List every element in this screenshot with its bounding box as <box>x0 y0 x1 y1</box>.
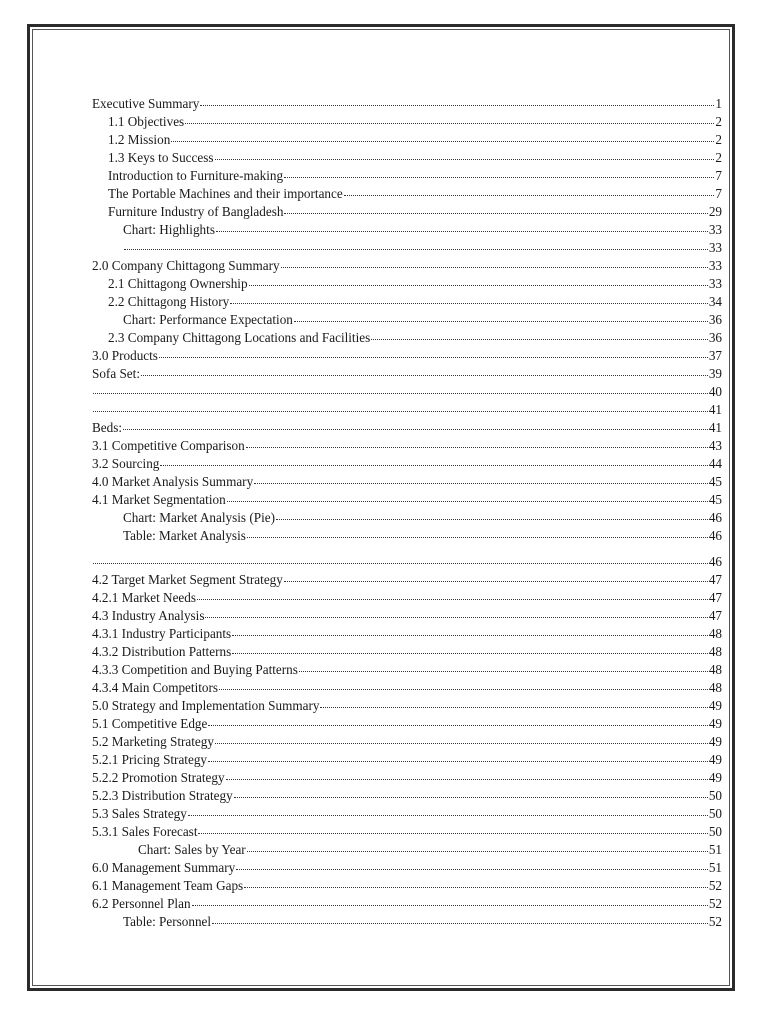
toc-entry-title: 2.3 Company Chittagong Locations and Facilities <box>108 330 371 345</box>
toc-entry[interactable] <box>92 553 722 571</box>
toc-entry[interactable] <box>92 347 722 365</box>
toc-entry-page-number: 51 <box>708 860 722 875</box>
toc-entry-title: The Portable Machines and their importance <box>108 186 343 201</box>
toc-entry-page-number: 47 <box>708 590 722 605</box>
toc-entry-title: 2.0 Company Chittagong Summary <box>92 258 280 273</box>
toc-entry-page-number: 34 <box>708 294 722 309</box>
toc-dot-leader <box>198 832 707 834</box>
toc-entry-page-number: 52 <box>708 878 722 893</box>
toc-dot-leader <box>232 652 708 654</box>
toc-entry[interactable] <box>92 95 722 113</box>
toc-entry[interactable] <box>92 113 722 131</box>
toc-entry-page-number: 49 <box>708 698 722 713</box>
toc-dot-leader <box>212 922 708 924</box>
toc-entry-page-number: 50 <box>708 806 722 821</box>
toc-entry[interactable] <box>92 509 722 527</box>
toc-entry[interactable] <box>92 239 722 257</box>
toc-entry-title: 1.2 Mission <box>108 132 171 147</box>
toc-entry[interactable] <box>92 643 722 661</box>
toc-dot-leader <box>294 320 708 322</box>
toc-entry[interactable] <box>92 203 722 221</box>
toc-entry-page-number: 46 <box>708 510 722 525</box>
toc-entry[interactable] <box>92 527 722 545</box>
toc-entry-title: 4.3 Industry Analysis <box>92 608 205 623</box>
toc-entry[interactable] <box>92 661 722 679</box>
toc-entry[interactable] <box>92 275 722 293</box>
toc-entry-title: 5.3 Sales Strategy <box>92 806 187 821</box>
toc-entry-title: 3.1 Competitive Comparison <box>92 438 245 453</box>
toc-entry-page-number: 33 <box>708 258 722 273</box>
toc-dot-leader <box>281 266 708 268</box>
toc-entry-title: Table: Personnel <box>123 914 212 929</box>
toc-entry-page-number: 33 <box>708 222 722 237</box>
toc-entry[interactable] <box>92 419 722 437</box>
toc-dot-leader <box>226 778 708 780</box>
toc-entry[interactable] <box>92 329 722 347</box>
toc-entry-page-number: 41 <box>708 402 722 417</box>
toc-dot-leader <box>236 868 708 870</box>
toc-entry[interactable] <box>92 491 722 509</box>
toc-entry[interactable] <box>92 365 722 383</box>
toc-entry[interactable] <box>92 625 722 643</box>
toc-entry[interactable] <box>92 679 722 697</box>
toc-entry-page-number: 46 <box>708 528 722 543</box>
toc-entry[interactable] <box>92 455 722 473</box>
toc-dot-leader <box>216 230 708 232</box>
toc-dot-leader <box>247 536 708 538</box>
toc-entry-page-number: 29 <box>708 204 722 219</box>
toc-entry-title: Table: Market Analysis <box>123 528 246 543</box>
toc-entry[interactable] <box>92 805 722 823</box>
toc-dot-leader <box>299 670 708 672</box>
toc-entry-title: 5.2.3 Distribution Strategy <box>92 788 233 803</box>
toc-entry-title: Chart: Performance Expectation <box>123 312 293 327</box>
toc-entry-title: 6.2 Personnel Plan <box>92 896 191 911</box>
toc-entry-page-number: 2 <box>715 132 722 147</box>
toc-entry-title: 5.2.1 Pricing Strategy <box>92 752 208 767</box>
toc-dot-leader <box>205 616 707 618</box>
toc-entry-page-number: 49 <box>708 770 722 785</box>
toc-entry-title: 5.0 Strategy and Implementation Summary <box>92 698 320 713</box>
toc-entry-title: 5.1 Competitive Edge <box>92 716 208 731</box>
toc-entry[interactable] <box>92 697 722 715</box>
toc-entry-page-number: 7 <box>715 168 722 183</box>
toc-entry[interactable] <box>92 895 722 913</box>
toc-entry[interactable] <box>92 437 722 455</box>
toc-entry[interactable] <box>92 383 722 401</box>
toc-entry-page-number: 50 <box>708 824 722 839</box>
toc-entry[interactable] <box>92 293 722 311</box>
toc-dot-leader <box>344 194 715 196</box>
toc-entry[interactable] <box>92 311 722 329</box>
toc-entry[interactable] <box>92 769 722 787</box>
toc-entry-title: 3.0 Products <box>92 348 158 363</box>
toc-dot-leader <box>232 634 708 636</box>
toc-entry-page-number: 49 <box>708 734 722 749</box>
toc-entry-title: Beds: <box>92 420 123 435</box>
toc-entry-title: 4.2.1 Market Needs <box>92 590 197 605</box>
toc-entry[interactable] <box>92 401 722 419</box>
toc-entry-title: Chart: Highlights <box>123 222 215 237</box>
toc-entry-title: 5.2 Marketing Strategy <box>92 734 214 749</box>
toc-dot-leader <box>215 158 715 160</box>
toc-entry-title: 2.1 Chittagong Ownership <box>108 276 248 291</box>
toc-entry[interactable] <box>92 149 722 167</box>
toc-entry-title: 4.0 Market Analysis Summary <box>92 474 254 489</box>
toc-entry-title: 4.2 Target Market Segment Strategy <box>92 572 283 587</box>
toc-dot-leader <box>185 122 714 124</box>
toc-entry-title: 4.3.4 Main Competitors <box>92 680 219 695</box>
toc-entry[interactable] <box>92 877 722 895</box>
toc-entry-page-number: 2 <box>715 114 722 129</box>
toc-dot-leader <box>284 580 708 582</box>
toc-entry-title: Chart: Market Analysis (Pie) <box>123 510 275 525</box>
toc-entry[interactable] <box>92 589 722 607</box>
toc-entry[interactable] <box>92 787 722 805</box>
toc-dot-leader <box>227 500 708 502</box>
toc-entry-page-number: 36 <box>708 312 722 327</box>
toc-entry-title: Furniture Industry of Bangladesh <box>108 204 284 219</box>
toc-dot-leader <box>234 796 708 798</box>
toc-dot-leader <box>208 760 708 762</box>
toc-dot-leader <box>249 284 708 286</box>
toc-entry[interactable] <box>92 715 722 733</box>
toc-entry[interactable] <box>92 131 722 149</box>
toc-entry-page-number: 43 <box>708 438 722 453</box>
toc-dot-leader <box>93 562 708 564</box>
toc-dot-leader <box>219 688 708 690</box>
toc-entry-page-number: 48 <box>708 644 722 659</box>
toc-entry[interactable] <box>92 751 722 769</box>
toc-dot-leader <box>246 446 708 448</box>
toc-entry-page-number: 49 <box>708 716 722 731</box>
toc-entry[interactable] <box>92 473 722 491</box>
toc-entry-page-number: 1 <box>715 96 722 111</box>
toc-entry[interactable] <box>92 167 722 185</box>
toc-dot-leader <box>200 104 714 106</box>
toc-dot-leader <box>244 886 708 888</box>
toc-entry-page-number: 46 <box>708 554 722 569</box>
toc-entry-page-number: 49 <box>708 752 722 767</box>
toc-entry-page-number: 47 <box>708 608 722 623</box>
toc-entry-title: Sofa Set: <box>92 366 140 381</box>
toc-entry-page-number: 2 <box>715 150 722 165</box>
toc-entry-title: 4.1 Market Segmentation <box>92 492 226 507</box>
toc-entry[interactable] <box>92 257 722 275</box>
toc-entry-title: 4.3.1 Industry Participants <box>92 626 232 641</box>
toc-entry[interactable] <box>92 733 722 751</box>
toc-entry[interactable] <box>92 221 722 239</box>
toc-entry[interactable] <box>92 823 722 841</box>
toc-entry-page-number: 48 <box>708 626 722 641</box>
toc-dot-leader <box>93 392 708 394</box>
toc-entry-title: Chart: Sales by Year <box>138 842 246 857</box>
toc-dot-leader <box>159 356 708 358</box>
toc-dot-leader <box>247 850 708 852</box>
toc-entry-page-number: 45 <box>708 474 722 489</box>
toc-dot-leader <box>276 518 708 520</box>
toc-entry-page-number: 39 <box>708 366 722 381</box>
toc-entry[interactable] <box>92 607 722 625</box>
toc-dot-leader <box>254 482 708 484</box>
toc-entry-title: 1.1 Objectives <box>108 114 185 129</box>
toc-dot-leader <box>215 742 708 744</box>
toc-entry-title: 6.1 Management Team Gaps <box>92 878 244 893</box>
toc-entry-page-number: 40 <box>708 384 722 399</box>
toc-entry-page-number: 36 <box>708 330 722 345</box>
toc-dot-leader <box>123 428 708 430</box>
toc-dot-leader <box>188 814 708 816</box>
toc-dot-leader <box>320 706 707 708</box>
toc-entry[interactable] <box>92 913 722 931</box>
toc-entry[interactable] <box>92 859 722 877</box>
toc-entry-title: 1.3 Keys to Success <box>108 150 214 165</box>
table-of-contents <box>92 95 722 931</box>
toc-entry-title: 4.3.3 Competition and Buying Patterns <box>92 662 298 677</box>
toc-dot-leader <box>160 464 707 466</box>
toc-entry-page-number: 50 <box>708 788 722 803</box>
toc-dot-leader <box>124 248 708 250</box>
toc-dot-leader <box>192 904 708 906</box>
toc-dot-leader <box>141 374 708 376</box>
toc-dot-leader <box>284 176 714 178</box>
toc-entry-title: Executive Summary <box>92 96 200 111</box>
toc-dot-leader <box>93 410 708 412</box>
toc-entry-page-number: 44 <box>708 456 722 471</box>
toc-entry-title: 5.3.1 Sales Forecast <box>92 824 198 839</box>
toc-entry-page-number: 52 <box>708 914 722 929</box>
toc-entry-page-number: 47 <box>708 572 722 587</box>
toc-entry-title: 5.2.2 Promotion Strategy <box>92 770 225 785</box>
toc-entry-title: 4.3.2 Distribution Patterns <box>92 644 232 659</box>
toc-entry[interactable] <box>92 185 722 203</box>
toc-entry-page-number: 37 <box>708 348 722 363</box>
toc-entry-page-number: 51 <box>708 842 722 857</box>
toc-dot-leader <box>371 338 708 340</box>
toc-entry-page-number: 48 <box>708 680 722 695</box>
toc-entry-title: 2.2 Chittagong History <box>108 294 230 309</box>
toc-entry[interactable] <box>92 841 722 859</box>
toc-entry-title: Introduction to Furniture-making <box>108 168 284 183</box>
toc-entry-page-number: 33 <box>708 276 722 291</box>
toc-entry-title: 6.0 Management Summary <box>92 860 236 875</box>
toc-dot-leader <box>230 302 708 304</box>
toc-entry-page-number: 52 <box>708 896 722 911</box>
toc-entry[interactable] <box>92 571 722 589</box>
toc-entry-page-number: 41 <box>708 420 722 435</box>
toc-entry-page-number: 7 <box>715 186 722 201</box>
toc-dot-leader <box>284 212 707 214</box>
toc-entry-title: 3.2 Sourcing <box>92 456 160 471</box>
toc-entry-page-number: 45 <box>708 492 722 507</box>
toc-dot-leader <box>171 140 714 142</box>
toc-dot-leader <box>197 598 708 600</box>
toc-entry-page-number: 33 <box>708 240 722 255</box>
toc-entry-page-number: 48 <box>708 662 722 677</box>
toc-dot-leader <box>208 724 707 726</box>
